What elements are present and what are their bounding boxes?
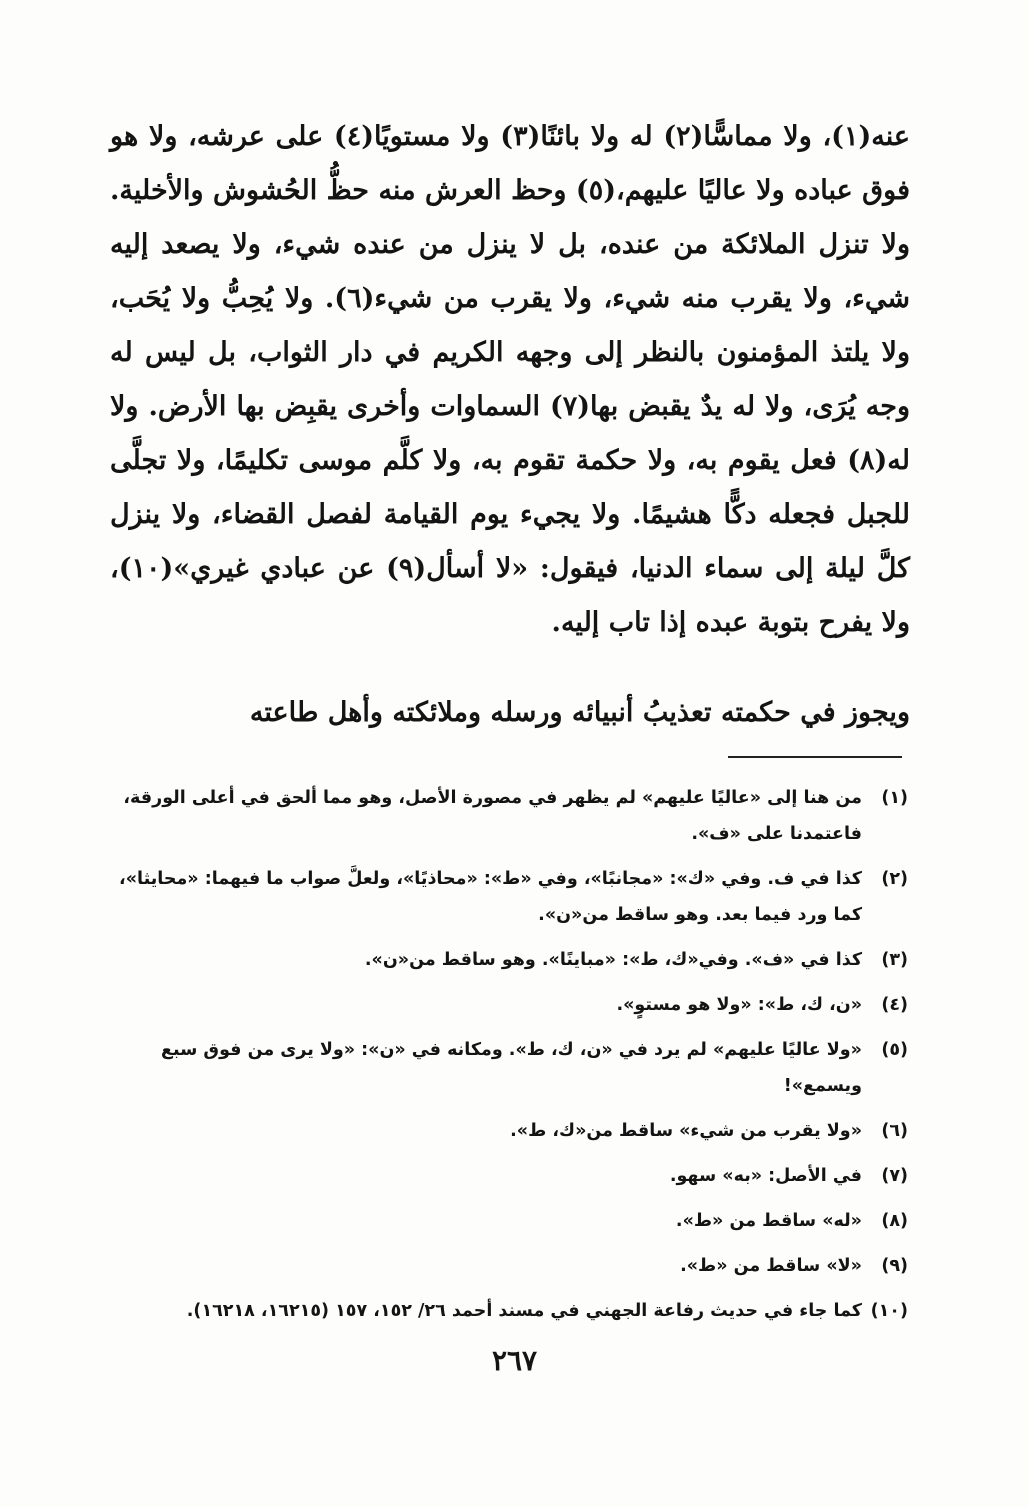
footnote-text: كما جاء في حديث رفاعة الجهني في مسند أحمد ٢٦/ ١٥٢، ١٥٧ (١٦٢١٥، ١٦٢١٨).: [186, 1301, 862, 1321]
main-text: [110, 110, 910, 740]
footnote: [118, 942, 908, 978]
footnote-number: (٥): [881, 1040, 908, 1060]
footnote-text: «لا» ساقط من «ط».: [680, 1256, 862, 1276]
footnote-number: (٧): [881, 1166, 908, 1186]
footnote-text: «ولا يقرب من شيء» ساقط من«ك، ط».: [510, 1121, 862, 1141]
footnote: [118, 1293, 908, 1329]
page-number: ٢٦٧: [491, 1344, 538, 1377]
footnote-text: كذا في «ف». وفي«ك، ط»: «مباينًا». وهو ساقط من«ن».: [364, 950, 862, 970]
footnote: [118, 1032, 908, 1104]
footnote: [118, 1203, 908, 1239]
footnote-number: (٩): [881, 1256, 908, 1276]
footnote-separator: [728, 756, 902, 758]
body-paragraph-2: ويجوز في حكمته تعذيبُ أنبيائه ورسله وملائكته وأهل طاعته: [249, 697, 910, 728]
footnote-text: كذا في ف. وفي «ك»: «مجانبًا»، وفي «ط»: «محاذيًا»، ولعلَّ صواب ما فيهما: «محايثا»، كما ورد فيما بعد. وهو ساقط من«ن».: [119, 869, 862, 925]
footnote-number: (١): [881, 788, 908, 808]
footnote-number: (٣): [881, 950, 908, 970]
footnote: [118, 780, 908, 852]
footnote: [118, 1113, 908, 1149]
footnote-text: «ن، ك، ط»: «ولا هو مستوٍ».: [616, 995, 862, 1015]
footnote-text: «ولا عاليًا عليهم» لم يرد في «ن، ك، ط». ومكانه في «ن»: «ولا يرى من فوق سبع ويسمع»!: [161, 1040, 862, 1096]
body-paragraph-1: عنه(١)، ولا مماسًّا(٢) له ولا بائنًا(٣) ولا مستويًا(٤) على عرشه، ولا هو فوق عباده ولا عاليًا عليهم،(٥) وحظ العرش منه حظُّ الحُشوش والأخلية. ولا تنزل الملائكة من عنده، بل لا ينزل من عنده شيء، ولا يصعد إليه شيء، ولا يقرب منه شيء، ولا يقرب من شيء(٦). ولا يُحِبُّ ولا يُحَب، ولا يلتذ المؤمنون بالنظر إلى وجهه الكريم في دار الثواب، بل ليس له وجه يُرَى، ولا له يدٌ يقبض بها(٧) السماوات وأخرى يقبِض بها الأرض. ولا له(٨) فعل يقوم به، ولا حكمة تقوم به، ولا كلَّم موسى تكليمًا، ولا تجلَّى للجبل فجعله دكًّا هشيمًا. ولا يجيء يوم القيامة لفصل القضاء، ولا ينزل كلَّ ليلة إلى سماء الدنيا، فيقول: «لا أسأل(٩) عن عبادي غيري»(١٠)، ولا يفرح بتوبة عبده إذا تاب إليه.: [110, 121, 911, 638]
footnote: [118, 861, 908, 933]
footnote: [118, 1158, 908, 1194]
footnote-number: (٦): [881, 1121, 908, 1141]
footnote-number: (١٠): [870, 1301, 908, 1321]
footnote-text: «له» ساقط من «ط».: [675, 1211, 862, 1231]
footnote-number: (٢): [881, 869, 908, 889]
footnote-text: في الأصل: «به» سهو.: [669, 1166, 862, 1186]
footnote: [118, 1248, 908, 1284]
footnote-text: من هنا إلى «عاليًا عليهم» لم يظهر في مصورة الأصل، وهو مما ألحق في أعلى الورقة، فاعتمدنا على «ف».: [123, 788, 862, 844]
footnotes: [118, 780, 908, 1338]
footnote: [118, 987, 908, 1023]
footnote-number: (٨): [881, 1211, 908, 1231]
footnote-number: (٤): [881, 995, 908, 1015]
